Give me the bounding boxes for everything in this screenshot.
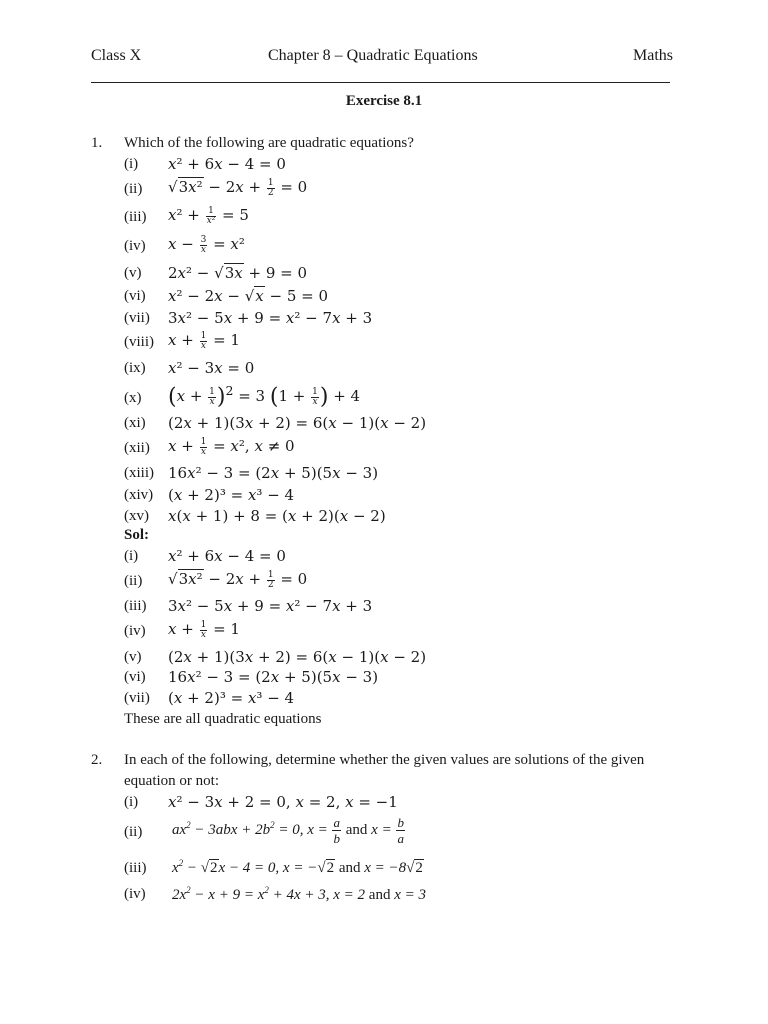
exercise-title: Exercise 8.1	[345, 93, 423, 109]
q2-item-equation: x² − 3x + 2 = 0, x = 2, x = −1	[168, 793, 398, 811]
q1-item-equation: x − $\frac{3}{x}$ = x²	[168, 234, 245, 255]
question-1-text: Which of the following are quadratic equations?	[124, 135, 414, 151]
sol-item-equation: √3x² − 2x + $\frac{1}{2}$ = 0	[168, 569, 308, 590]
q1-item-equation: (x + 2)³ = x³ − 4	[168, 486, 295, 504]
question-2-text-line1: In each of the following, determine whether the given values are solutions of the given	[124, 752, 645, 768]
q1-item-label: (iv)	[124, 238, 146, 254]
header-chapter: Chapter 8 – Quadratic Equations	[268, 47, 478, 64]
header-subject: Maths	[633, 47, 673, 64]
q1-item-equation: √3x² − 2x + $\frac{1}{2}$ = 0	[168, 177, 308, 198]
q1-item-label: (ix)	[124, 360, 146, 376]
q1-item-label: (i)	[124, 156, 139, 172]
q1-item-label: (vii)	[124, 310, 150, 326]
sol-item-equation: x² + 6x − 4 = 0	[168, 547, 286, 565]
q1-item-label: (x)	[124, 390, 142, 406]
q2-item-label: (iv)	[124, 886, 146, 902]
sol-item-equation: 16x² − 3 = (2x + 5)(5x − 3)	[168, 668, 379, 686]
q2-item-label: (i)	[124, 794, 139, 810]
sol-item-label: (iii)	[124, 598, 147, 614]
q1-item-label: (xii)	[124, 440, 150, 456]
q1-item-equation: 3x² − 5x + 9 = x² − 7x + 3	[168, 309, 373, 327]
q1-item-equation: x + $\frac{1}{x}$ = x², x ≠ 0	[168, 436, 295, 457]
sol-item-label: (v)	[124, 649, 142, 665]
sol-item-equation: 3x² − 5x + 9 = x² − 7x + 3	[168, 597, 373, 615]
q1-item-label: (xiv)	[124, 487, 154, 503]
q1-item-label: (xiii)	[124, 465, 154, 481]
q1-item-equation: (2x + 1)(3x + 2) = 6(x − 1)(x − 2)	[168, 414, 427, 432]
question-1-number: 1.	[91, 135, 103, 151]
q2-item-equation: $ax^2 - 3abx + 2b^2 = 0$, x = $\frac{a}{b}$ and x = $\frac{b}{a}$	[172, 815, 404, 846]
solution-heading: Sol:	[124, 527, 150, 543]
q1-item-equation: x(x + 1) + 8 = (x + 2)(x − 2)	[168, 507, 386, 525]
q1-item-label: (vi)	[124, 288, 146, 304]
sol-item-equation: (2x + 1)(3x + 2) = 6(x − 1)(x − 2)	[168, 648, 427, 666]
q1-item-label: (xi)	[124, 415, 146, 431]
question-2-text-line2: equation or not:	[124, 773, 219, 789]
q1-item-label: (xv)	[124, 508, 149, 524]
q1-item-label: (iii)	[124, 209, 147, 225]
header-class: Class X	[91, 47, 142, 64]
sol-item-label: (i)	[124, 548, 139, 564]
question-2-number: 2.	[91, 752, 103, 768]
sol-item-equation: x + $\frac{1}{x}$ = 1	[168, 619, 240, 640]
q1-item-label: (viii)	[124, 334, 154, 350]
q1-item-equation: (x + $\frac{1}{x}$ )$^2$ = 3 (1 + $\frac{1}{x}$ ) + 4	[168, 383, 361, 410]
sol-item-label: (vi)	[124, 669, 146, 685]
q1-item-equation: 16x² − 3 = (2x + 5)(5x − 3)	[168, 464, 379, 482]
sol-item-label: (vii)	[124, 690, 150, 706]
q2-item-equation: $x^2 - √2x - 4 = 0$, x = −√2 and x = −8√2	[172, 858, 423, 876]
q1-item-equation: x² − 3x = 0	[168, 359, 255, 377]
q1-item-equation: x + $\frac{1}{x}$ = 1	[168, 330, 240, 351]
q1-item-label: (v)	[124, 265, 142, 281]
sol-item-label: (iv)	[124, 623, 146, 639]
solution-conclusion: These are all quadratic equations	[124, 711, 322, 727]
q2-item-label: (ii)	[124, 824, 143, 840]
q1-item-equation: 2x² − √3x + 9 = 0	[168, 264, 308, 282]
header-rule	[91, 82, 670, 83]
q2-item-equation: $2x^2 - x + 9 = x^2 + 4x + 3$, x = 2 and x = 3	[172, 885, 426, 903]
q1-item-equation: x² − 2x − √x − 5 = 0	[168, 287, 329, 305]
q2-item-label: (iii)	[124, 860, 147, 876]
q1-item-equation: x² + 6x − 4 = 0	[168, 155, 286, 173]
sol-item-label: (ii)	[124, 573, 143, 589]
sol-item-equation: (x + 2)³ = x³ − 4	[168, 689, 295, 707]
q1-item-equation: x² + $\frac{1}{\text{x²}}$ = 5	[168, 205, 249, 226]
q1-item-label: (ii)	[124, 181, 143, 197]
